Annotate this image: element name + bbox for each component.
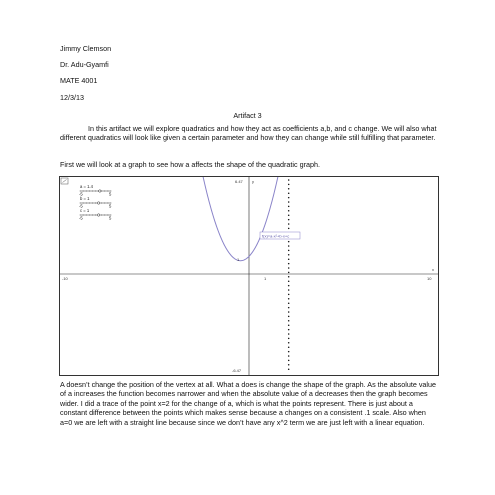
trace-point	[288, 206, 290, 208]
trace-point	[288, 355, 290, 357]
slider-min-label: -5	[79, 203, 83, 209]
graph-canvas	[60, 177, 438, 375]
intro-paragraph: In this artifact we will explore quadratics and how they act as coefficients a,b, and c change. We will also what different quadratics will look like given a certain parameter and how they can change while still fulfilling that parameter.	[60, 124, 437, 143]
trace-point	[288, 267, 290, 269]
trace-point	[288, 298, 290, 300]
trace-point	[288, 201, 290, 203]
trace-point	[288, 342, 290, 344]
trace-point	[288, 214, 290, 216]
trace-point	[288, 276, 290, 278]
document-date: 12/3/13	[60, 93, 84, 102]
trace-point	[288, 351, 290, 353]
trace-point	[288, 311, 290, 313]
course-code: MATE 4001	[60, 76, 98, 85]
slider-label: a = 1.4	[80, 184, 93, 189]
y-axis-letter: y	[252, 179, 254, 184]
trace-point	[288, 179, 290, 181]
trace-point	[288, 210, 290, 212]
trace-point	[288, 364, 290, 366]
trace-point	[288, 241, 290, 243]
trace-point	[288, 245, 290, 247]
trace-point	[288, 346, 290, 348]
trace-point	[288, 316, 290, 318]
slider-max-label: 5	[109, 215, 112, 221]
student-name: Jimmy Clemson	[60, 44, 112, 53]
trace-point	[288, 258, 290, 260]
trace-point	[288, 272, 290, 274]
x-axis-letter: x	[432, 267, 434, 272]
slider-knob[interactable]	[99, 190, 101, 192]
instructor-name: Dr. Adu-Gyamfi	[60, 60, 109, 69]
slider-max-label: 5	[109, 191, 112, 197]
trace-point	[288, 360, 290, 362]
trace-point	[288, 197, 290, 199]
graph-figure	[59, 176, 439, 376]
trace-point	[288, 368, 290, 370]
trace-point	[288, 333, 290, 335]
slider-max-label: 5	[109, 203, 112, 209]
trace-point	[288, 285, 290, 287]
trace-point	[288, 254, 290, 256]
trace-point	[288, 302, 290, 304]
slider-knob[interactable]	[97, 202, 99, 204]
trace-point	[288, 263, 290, 265]
function-label-box[interactable]	[260, 232, 300, 239]
analysis-paragraph: A doesn’t change the position of the vertex at all. What a does is change the shape of the graph. As the absolute value of a increases the function becomes narrower and when the absolute value of a decreases then the graph becomes wider. I did a trace of the point x=2 for the change of a, which is what the points represent. There is just about a constant difference between the points which makes sense because a changes on a consistent .1 scale. Also when a=0 we are left with a straight line because since we don’t have any x^2 term we are just left with a linear equation.	[60, 380, 436, 427]
trace-point	[288, 192, 290, 194]
y-max-label: 6.47	[235, 179, 243, 184]
slider-label: c = 1	[80, 208, 90, 213]
document-title: Artifact 3	[233, 111, 262, 120]
trace-point	[288, 329, 290, 331]
trace-point	[288, 320, 290, 322]
function-label: f(x)=a·x²+b·x+c	[262, 233, 290, 239]
vertex-label: 1	[237, 257, 240, 262]
trace-point	[288, 250, 290, 252]
trace-point	[288, 219, 290, 221]
x-max-label: 10	[427, 276, 432, 281]
slider-panel	[79, 184, 112, 221]
trace-point	[288, 188, 290, 190]
trace-point	[288, 307, 290, 309]
trace-point	[288, 280, 290, 282]
x-tick-one-label: 1	[264, 276, 267, 281]
trace-point	[288, 223, 290, 225]
slider-min-label: -5	[79, 191, 83, 197]
trace-points	[288, 179, 290, 370]
trace-point	[288, 338, 290, 340]
parabola-curve[interactable]	[203, 177, 278, 261]
y-min-label: -6.47	[232, 368, 242, 373]
slider-label: b = 1	[80, 196, 90, 201]
trace-point	[288, 228, 290, 230]
trace-point	[288, 289, 290, 291]
trace-point	[288, 324, 290, 326]
slider-knob[interactable]	[97, 214, 99, 216]
slider-min-label: -5	[79, 215, 83, 221]
trace-point	[288, 184, 290, 186]
x-min-label: -10	[62, 276, 68, 281]
lead-in-paragraph: First we will look at a graph to see how a affects the shape of the quadratic graph.	[60, 160, 320, 169]
graph-menu-icon[interactable]	[61, 178, 68, 184]
trace-point	[288, 294, 290, 296]
